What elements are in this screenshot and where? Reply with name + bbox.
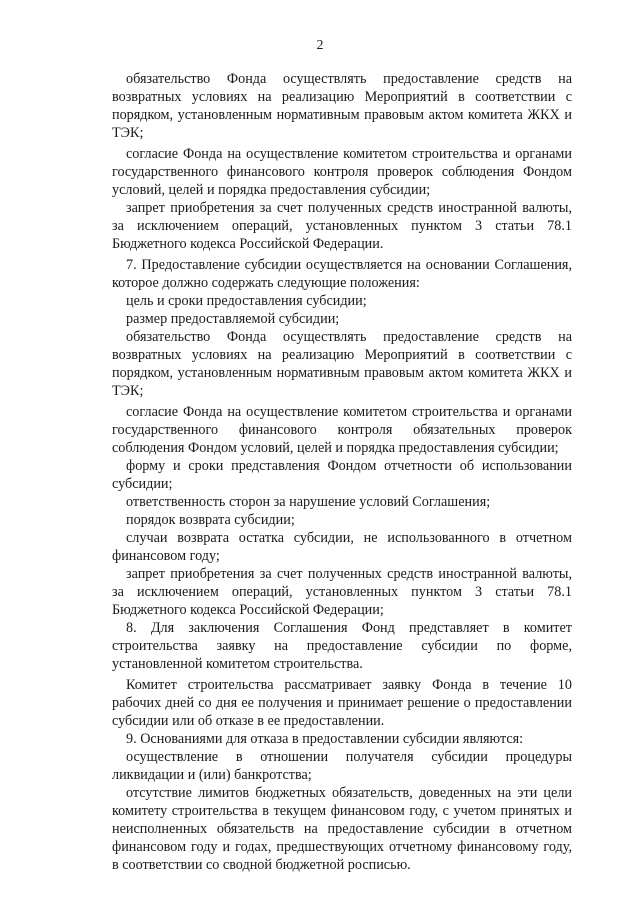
paragraph-clause-7: 7. Предоставление субсидии осуществляется на основании Соглашения, которое должно содержать следующие положения:	[112, 257, 572, 291]
paragraph-application-review: Комитет строительства рассматривает заявку Фонда в течение 10 рабочих дней со дня ее получения и принимает решение о предоставлении субсидии или об отказе в ее предоставлении.	[112, 677, 572, 729]
paragraph-liquidation: осуществление в отношении получателя субсидии процедуры ликвидации и (или) банкротства;	[112, 749, 572, 783]
paragraph-fund-obligation-2: обязательство Фонда осуществлять предоставление средств на возвратных условиях на реализацию Мероприятий в соответствии с порядком, установленным нормативным правовым актом комитета ЖКХ и ТЭК;	[112, 329, 572, 399]
paragraph-currency-ban-2: запрет приобретения за счет полученных средств иностранной валюты, за исключением операций, установленных пунктом 3 статьи 78.1 Бюджетного кодекса Российской Федерации;	[112, 566, 572, 618]
document-body	[112, 70, 572, 874]
paragraph-liability: ответственность сторон за нарушение условий Соглашения;	[126, 494, 491, 510]
paragraph-clause-8: 8. Для заключения Соглашения Фонд представляет в комитет строительства заявку на предоставление субсидии по форме, установленной комитетом строительства.	[112, 620, 572, 672]
paragraph-fund-consent: согласие Фонда на осуществление комитетом строительства и органами государственного финансового контроля проверок соблюдения Фондом условий, целей и порядка предоставления субсидии;	[112, 146, 572, 198]
paragraph-clause-9: 9. Основаниями для отказа в предоставлении субсидии являются:	[126, 731, 524, 747]
paragraph-budget-limits: отсутствие лимитов бюджетных обязательств, доведенных на эти цели комитету строительства в текущем финансовом году, с учетом принятых и неисполненных обязательств на предоставление субсидии в отчетном финансовом году и годах, предшествующих отчетному финансовому году, в соответствии со сводной бюджетной росписью.	[112, 785, 572, 873]
paragraph-reporting: форму и сроки представления Фондом отчетности об использовании субсидии;	[112, 458, 572, 492]
page-number: 2	[316, 38, 324, 53]
paragraph-subsidy-amount: размер предоставляемой субсидии;	[126, 311, 340, 327]
paragraph-currency-ban: запрет приобретения за счет полученных средств иностранной валюты, за исключением операций, установленных пунктом 3 статьи 78.1 Бюджетного кодекса Российской Федерации.	[112, 200, 572, 252]
paragraph-refund-procedure: порядок возврата субсидии;	[126, 512, 295, 528]
paragraph-refund-cases: случаи возврата остатка субсидии, не использованного в отчетном финансовом году;	[112, 530, 572, 564]
paragraph-fund-consent-2: согласие Фонда на осуществление комитетом строительства и органами государственного финансового контроля обязательных проверок соблюдения Фондом условий, целей и порядка предоставления субсидии;	[112, 404, 572, 456]
paragraph-goal-terms: цель и сроки предоставления субсидии;	[126, 293, 367, 309]
paragraph-fund-obligation: обязательство Фонда осуществлять предоставление средств на возвратных условиях на реализацию Мероприятий в соответствии с порядком, установленным нормативным правовым актом комитета ЖКХ и ТЭК;	[112, 71, 572, 141]
